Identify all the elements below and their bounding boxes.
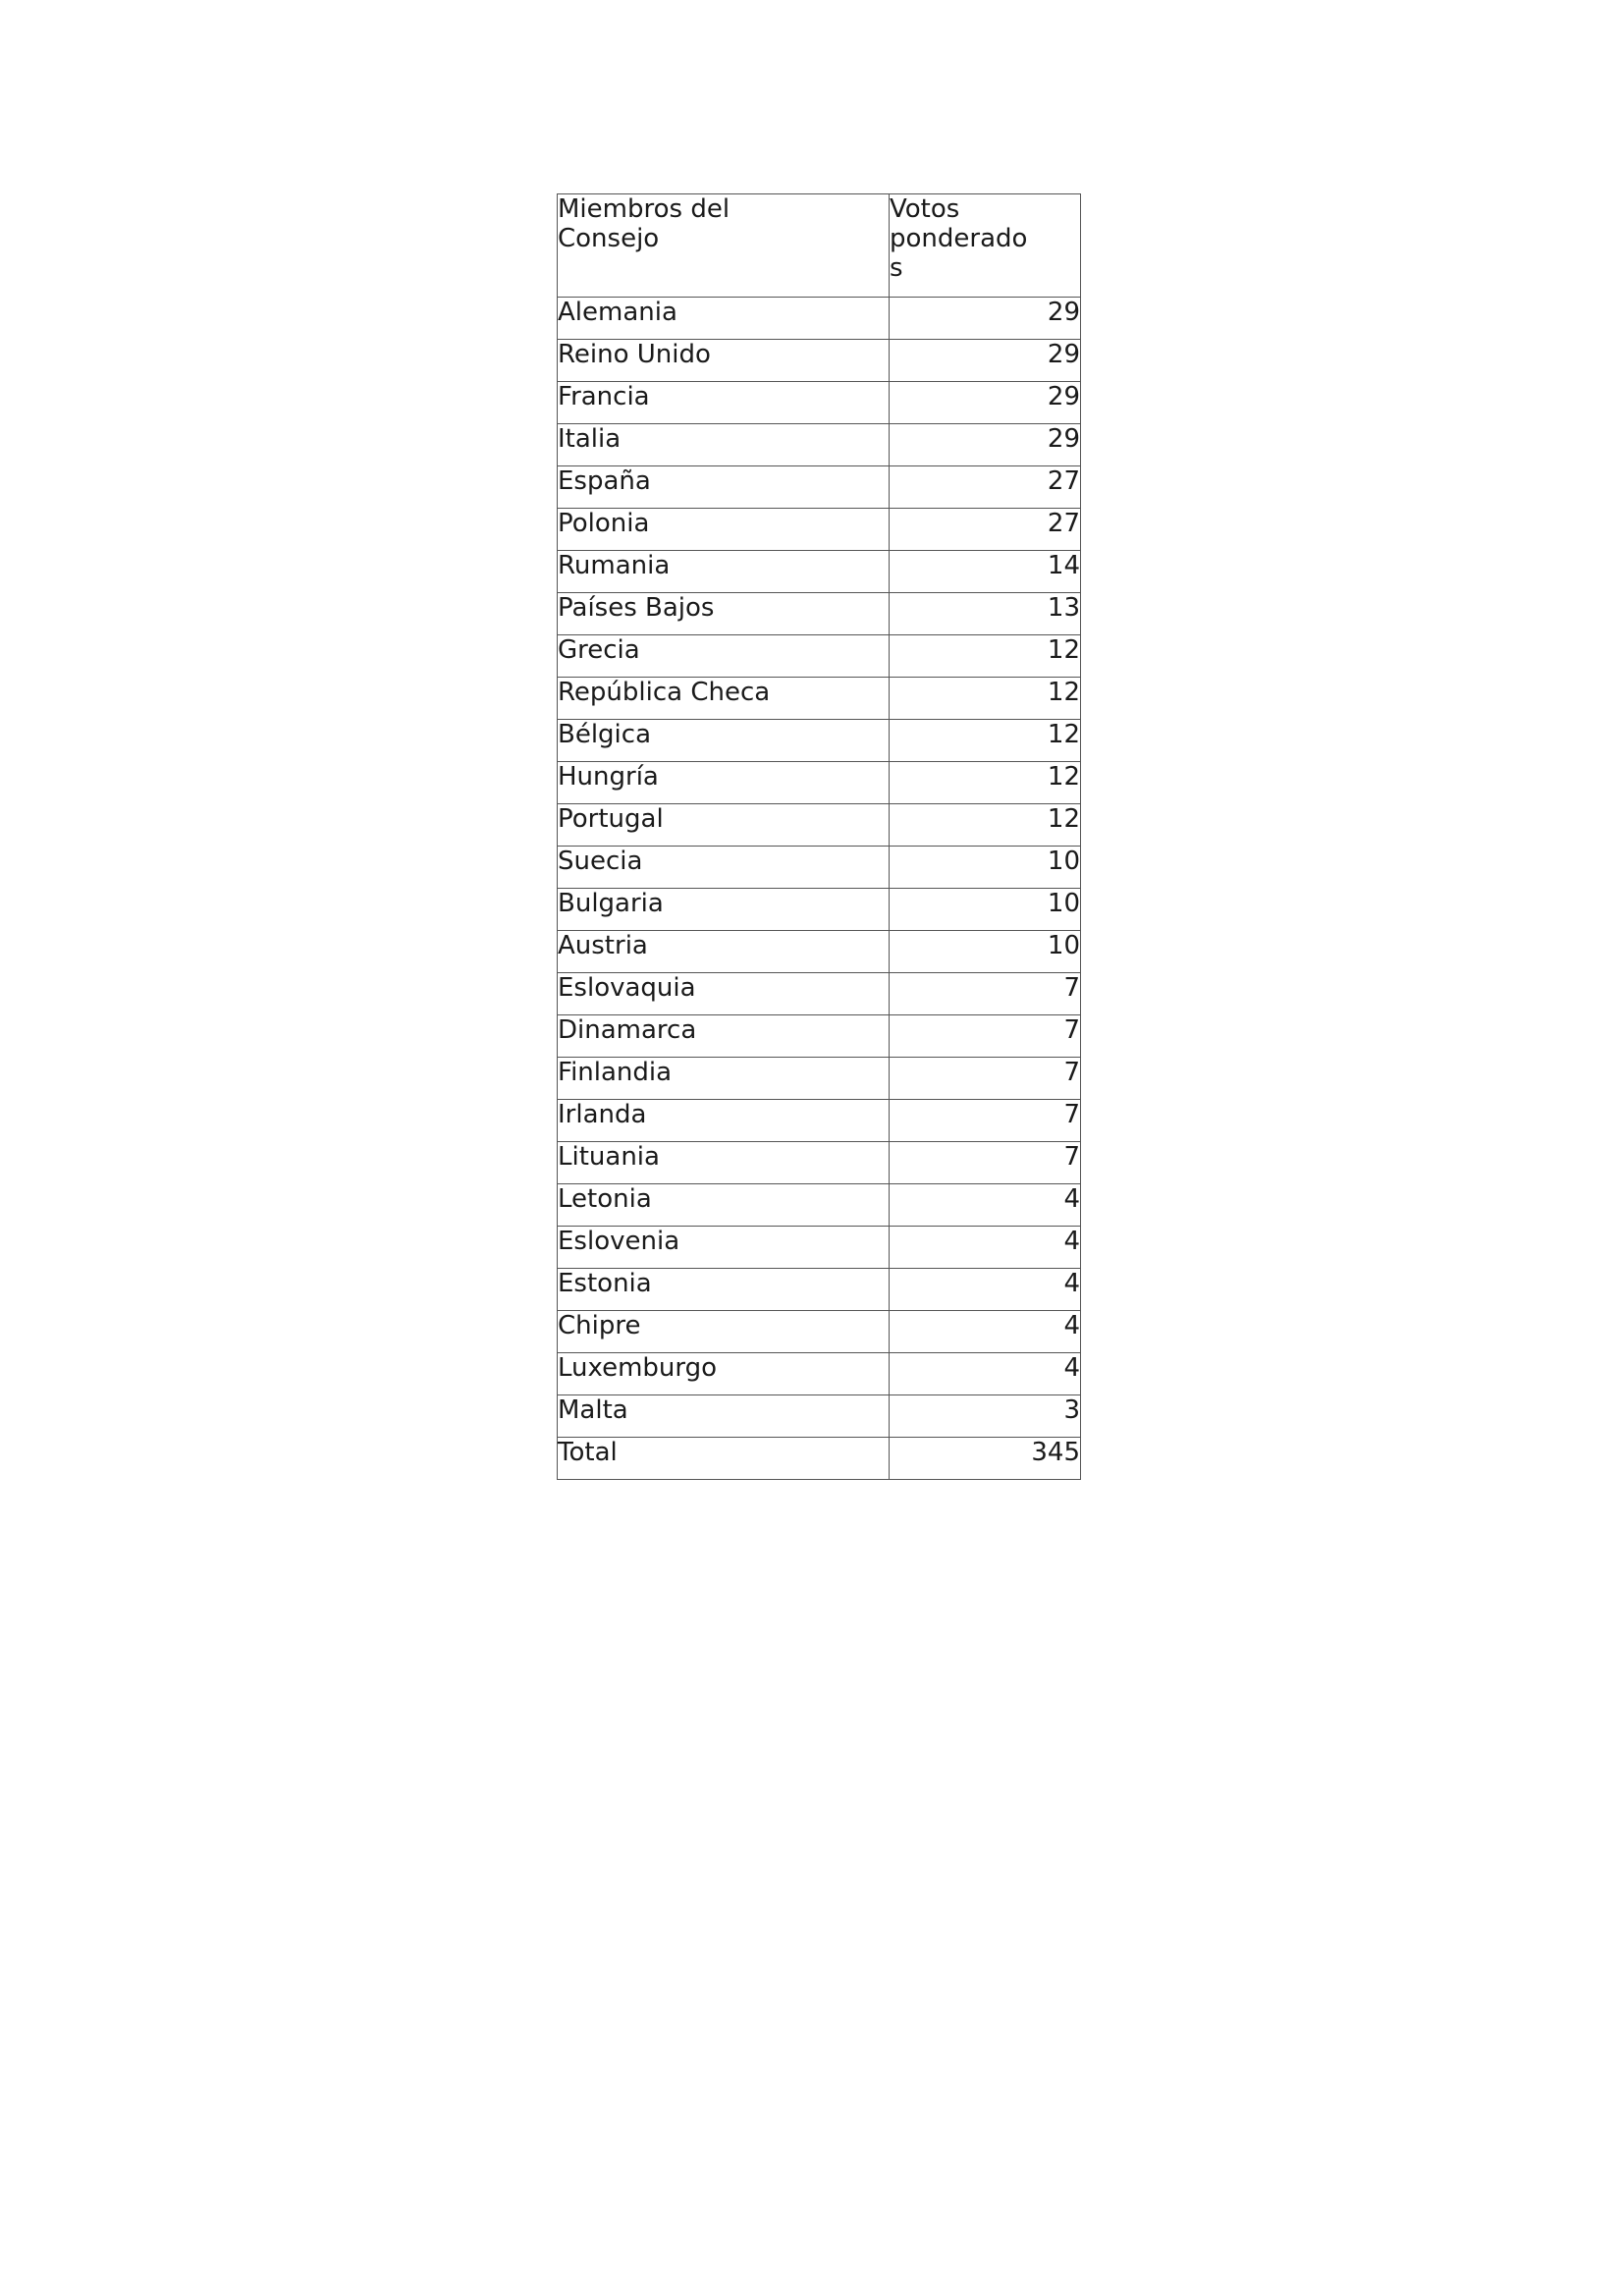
table-row: [558, 889, 1081, 931]
weighted-votes-cell: 12: [890, 720, 1081, 762]
member-name-cell: Lituania: [558, 1142, 890, 1184]
table-row: [558, 1227, 1081, 1269]
member-name-cell: Total: [558, 1438, 890, 1480]
weighted-votes-cell: 7: [890, 1100, 1081, 1142]
member-name-cell: Polonia: [558, 509, 890, 551]
weighted-votes-table: [557, 193, 1081, 1480]
table-row: [558, 593, 1081, 635]
table-row: [558, 931, 1081, 973]
weighted-votes-cell: 29: [890, 424, 1081, 466]
table-row: [558, 1058, 1081, 1100]
table-row: [558, 298, 1081, 340]
header-members: [558, 194, 890, 298]
member-name-cell: Italia: [558, 424, 890, 466]
table-row: [558, 1184, 1081, 1227]
table-row: [558, 678, 1081, 720]
member-name-cell: Bélgica: [558, 720, 890, 762]
weighted-votes-cell: 29: [890, 298, 1081, 340]
header-votes-line: s: [890, 253, 903, 283]
member-name-cell: Suecia: [558, 847, 890, 889]
table-row: [558, 424, 1081, 466]
member-name-cell: Alemania: [558, 298, 890, 340]
member-name-cell: Grecia: [558, 635, 890, 678]
table-row: [558, 1015, 1081, 1058]
weighted-votes-cell: 4: [890, 1227, 1081, 1269]
header-votes-line: ponderado: [890, 224, 1028, 253]
weighted-votes-cell: 27: [890, 509, 1081, 551]
table-row: [558, 762, 1081, 804]
weighted-votes-cell: 4: [890, 1353, 1081, 1395]
member-name-cell: Letonia: [558, 1184, 890, 1227]
table-body: [558, 298, 1081, 1480]
table-row: [558, 635, 1081, 678]
weighted-votes-cell: 12: [890, 762, 1081, 804]
header-votes-line: Votos: [890, 194, 960, 224]
table-row: [558, 973, 1081, 1015]
member-name-cell: Rumania: [558, 551, 890, 593]
weighted-votes-cell: 27: [890, 466, 1081, 509]
member-name-cell: Eslovaquia: [558, 973, 890, 1015]
weighted-votes-cell: 7: [890, 973, 1081, 1015]
member-name-cell: Chipre: [558, 1311, 890, 1353]
table-row: [558, 720, 1081, 762]
weighted-votes-cell: 10: [890, 847, 1081, 889]
weighted-votes-cell: 7: [890, 1015, 1081, 1058]
member-name-cell: Portugal: [558, 804, 890, 847]
member-name-cell: República Checa: [558, 678, 890, 720]
table-row: [558, 551, 1081, 593]
table-row: [558, 1269, 1081, 1311]
table-row: [558, 1353, 1081, 1395]
member-name-cell: Austria: [558, 931, 890, 973]
table-row: [558, 509, 1081, 551]
member-name-cell: Francia: [558, 382, 890, 424]
weighted-votes-cell: 12: [890, 804, 1081, 847]
member-name-cell: Irlanda: [558, 1100, 890, 1142]
member-name-cell: España: [558, 466, 890, 509]
member-name-cell: Dinamarca: [558, 1015, 890, 1058]
weighted-votes-cell: 12: [890, 678, 1081, 720]
member-name-cell: Reino Unido: [558, 340, 890, 382]
member-name-cell: Hungría: [558, 762, 890, 804]
table-row: [558, 1438, 1081, 1480]
member-name-cell: Malta: [558, 1395, 890, 1438]
member-name-cell: Finlandia: [558, 1058, 890, 1100]
weighted-votes-cell: 4: [890, 1269, 1081, 1311]
table-row: [558, 804, 1081, 847]
table-row: [558, 1100, 1081, 1142]
weighted-votes-cell: 7: [890, 1058, 1081, 1100]
weighted-votes-cell: 29: [890, 340, 1081, 382]
weighted-votes-cell: 10: [890, 889, 1081, 931]
weighted-votes-cell: 13: [890, 593, 1081, 635]
member-name-cell: Luxemburgo: [558, 1353, 890, 1395]
weighted-votes-cell: 3: [890, 1395, 1081, 1438]
member-name-cell: Eslovenia: [558, 1227, 890, 1269]
weighted-votes-cell: 7: [890, 1142, 1081, 1184]
table-row: [558, 1395, 1081, 1438]
member-name-cell: Bulgaria: [558, 889, 890, 931]
table-row: [558, 1142, 1081, 1184]
table-row: [558, 382, 1081, 424]
member-name-cell: Estonia: [558, 1269, 890, 1311]
weighted-votes-cell: 12: [890, 635, 1081, 678]
weighted-votes-cell: 29: [890, 382, 1081, 424]
member-name-cell: Países Bajos: [558, 593, 890, 635]
table-row: [558, 1311, 1081, 1353]
weighted-votes-cell: 10: [890, 931, 1081, 973]
header-members-line: Consejo: [558, 224, 660, 253]
table-row: [558, 466, 1081, 509]
weighted-votes-cell: 4: [890, 1184, 1081, 1227]
weighted-votes-cell: 14: [890, 551, 1081, 593]
table-row: [558, 847, 1081, 889]
table-header-row: [558, 194, 1081, 298]
header-members-line: Miembros del: [558, 194, 730, 224]
header-votes: [890, 194, 1081, 298]
weighted-votes-cell: 4: [890, 1311, 1081, 1353]
table-row: [558, 340, 1081, 382]
weighted-votes-cell: 345: [890, 1438, 1081, 1480]
